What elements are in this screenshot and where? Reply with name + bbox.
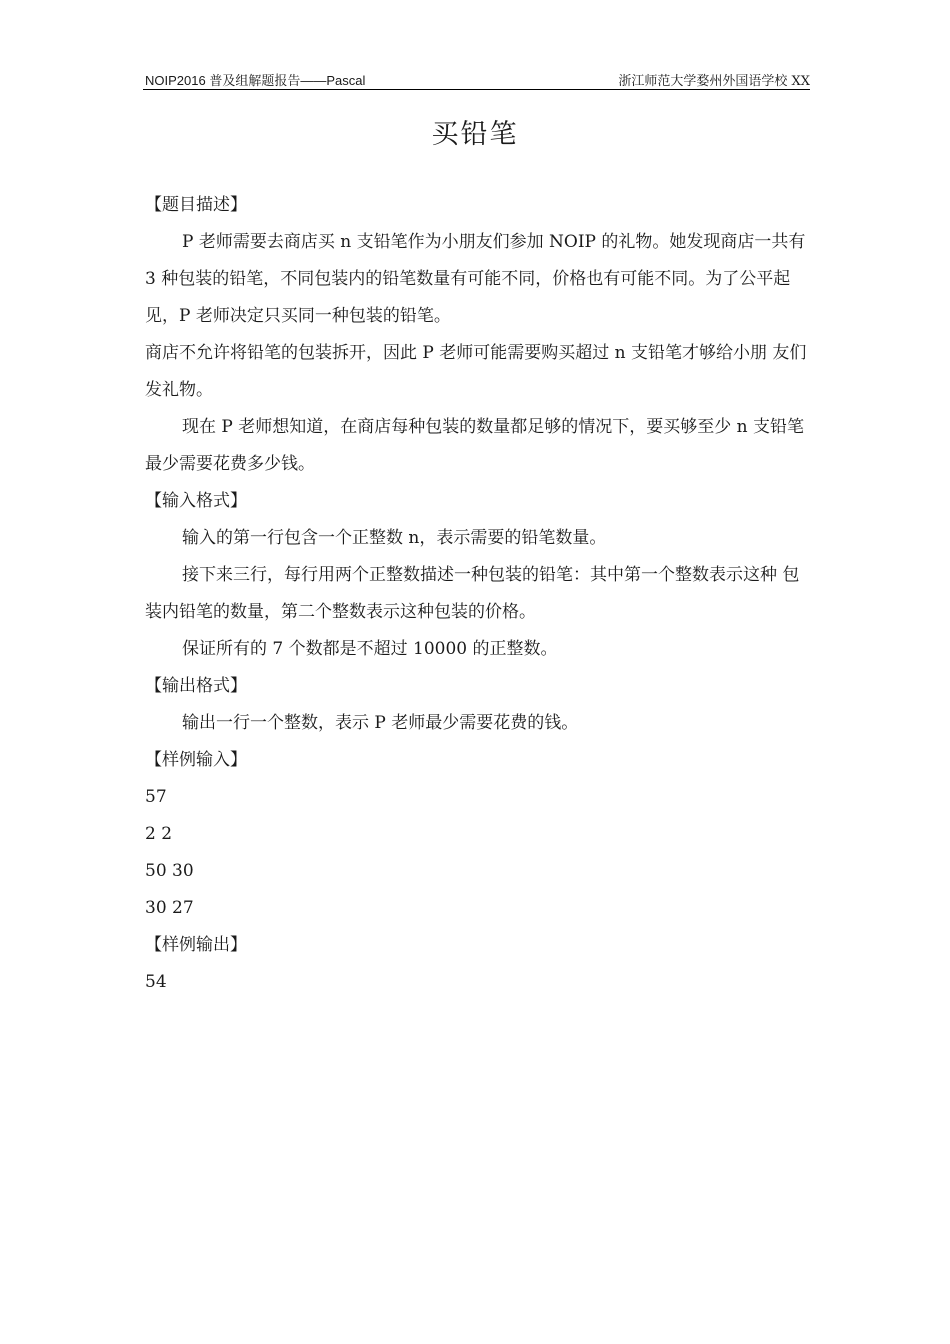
input-paragraph-3: 保证所有的 7 个数都是不超过 10000 的正整数。 <box>182 639 558 659</box>
section-heading-sample-output: 【样例输出】 <box>145 935 247 955</box>
description-paragraph-2: 商店不允许将铅笔的包装拆开，因此 P 老师可能需要购买超过 n 支铅笔才够给小朋 友们发礼物。 <box>145 343 807 400</box>
page-title: 买铅笔 <box>431 119 519 150</box>
sample-input-line: 50 30 <box>145 861 194 881</box>
input-paragraph-1: 输入的第一行包含一个正整数 n，表示需要的铅笔数量。 <box>182 528 607 548</box>
section-heading-sample-input: 【样例输入】 <box>145 750 247 770</box>
header-rule <box>143 89 810 90</box>
description-paragraph-1: P 老师需要去商店买 n 支铅笔作为小朋友们参加 NOIP 的礼物。她发现商店一共有 3 种包装的铅笔，不同包装内的铅笔数量有可能不同，价格也有可能不同。为了公平起 见，P 老师决定只买同一种包装的铅笔。 <box>145 232 806 326</box>
sample-input-line: 2 2 <box>145 824 173 844</box>
section-heading-description: 【题目描述】 <box>145 195 247 215</box>
output-paragraph-1: 输出一行一个整数，表示 P 老师最少需要花费的钱。 <box>182 713 579 733</box>
section-heading-output: 【输出格式】 <box>145 676 247 696</box>
section-heading-input: 【输入格式】 <box>145 491 247 511</box>
input-paragraph-2: 接下来三行，每行用两个正整数描述一种包装的铅笔：其中第一个整数表示这种 包装内铅笔的数量，第二个整数表示这种包装的价格。 <box>145 565 800 622</box>
sample-output-line: 54 <box>145 972 167 992</box>
header-right: 浙江师范大学婺州外国语学校 XX <box>618 74 810 89</box>
description-paragraph-3: 现在 P 老师想知道，在商店每种包装的数量都足够的情况下，要买够至少 n 支铅笔最少需要花费多少钱。 <box>145 417 805 474</box>
document-body <box>145 187 812 1001</box>
header-left: NOIP2016 普及组解题报告——Pascal <box>145 73 366 88</box>
sample-input-line: 30 27 <box>145 898 194 918</box>
sample-input-line: 57 <box>145 787 167 807</box>
